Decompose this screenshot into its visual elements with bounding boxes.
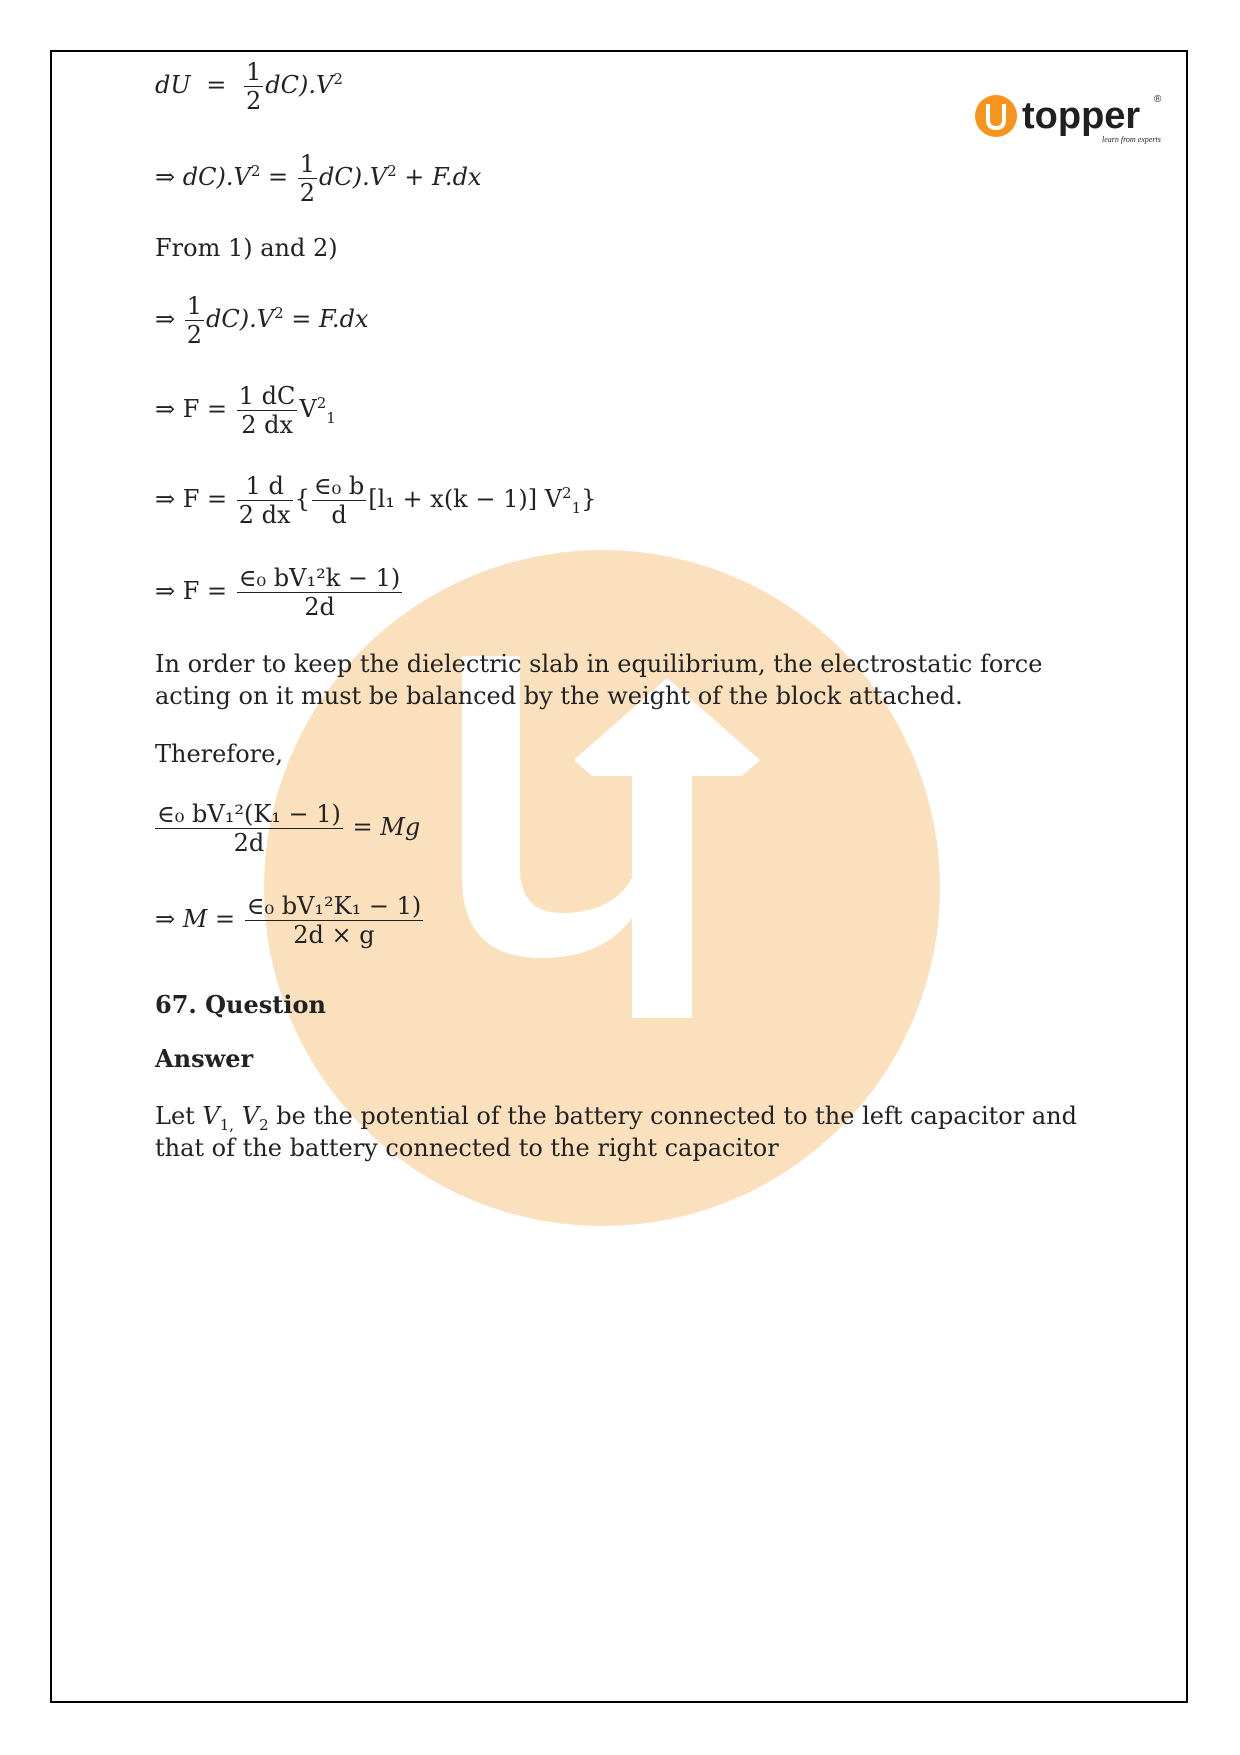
eq1-rhs: dC).V — [265, 71, 334, 99]
equation-1: dU = $\frac{1}{2}$ $dC).V^2$ — [155, 58, 343, 115]
equation-3: ⇒ $\frac{1}{2}$ $dC).V^2 = F.dx$ — [155, 292, 369, 349]
eq1-lhs: dU — [155, 71, 191, 99]
implies-arrow: ⇒ — [155, 163, 176, 191]
eq2-fraction: $\frac{1}{2}$ — [299, 150, 316, 207]
eq3-fraction: $\frac{1}{2}$ — [186, 292, 203, 349]
logo-tagline: learn from experts — [1102, 135, 1161, 144]
eq1-equals: = — [206, 71, 227, 99]
eq6-fraction: $\frac{\text{∈₀ bV₁²k − 1)}}{2d}$ — [238, 564, 401, 621]
eq5-fraction-2: $\frac{\text{∈₀ b}}{d}$ — [313, 472, 365, 529]
eq8-fraction: $\frac{\text{∈₀ bV₁²K₁ − 1)}}{2d \times g}$ — [246, 892, 422, 949]
implies-arrow: ⇒ — [155, 577, 176, 605]
equilibrium-paragraph: In order to keep the dielectric slab in equilibrium, the electrostatic force acting on it must be balanced by the weight of the block attached. — [155, 650, 1043, 710]
therefore-text: Therefore, — [155, 740, 283, 768]
equation-7: $\frac{\text{∈₀ bV₁²(K₁ − 1)}}{2d}$ = Mg — [157, 800, 421, 857]
equation-4: ⇒ F = $\frac{1 dC}{2 dx}$ $V^2_1$ — [155, 382, 336, 439]
implies-arrow: ⇒ — [155, 395, 176, 423]
eq1-fraction: $\frac{1}{2}$ — [245, 58, 262, 115]
implies-arrow: ⇒ — [155, 305, 176, 333]
equation-6: ⇒ F = $\frac{\text{∈₀ bV₁²k − 1)}}{2d}$ — [155, 564, 401, 621]
equation-5: ⇒ F = $\frac{1 d}{2 dx}$ { $\frac{\text{∈₀ b}}{d}$ [l₁ + x(k − 1)] $V^2_1$} — [155, 472, 597, 529]
implies-arrow: ⇒ — [155, 485, 176, 513]
answer-heading: Answer — [155, 1044, 254, 1073]
question-heading: 67. Question — [155, 990, 326, 1019]
eq7-fraction: $\frac{\text{∈₀ bV₁²(K₁ − 1)}}{2d}$ — [157, 800, 341, 857]
topper-logo — [974, 90, 1166, 150]
from-text: From 1) and 2) — [155, 234, 338, 262]
equation-8: ⇒ M = $\frac{\text{∈₀ bV₁²K₁ − 1)}}{2d \times g}$ — [155, 892, 422, 949]
equation-2: ⇒ $dC).V^2$ = $\frac{1}{2}$ $dC).V^2 + F.dx$ — [155, 150, 482, 207]
let-paragraph: Let $V_{1,}$ $V_2$ be the potential of the battery connected to the left capacitor and that of the battery connected to the right capacitor — [155, 1102, 1077, 1162]
implies-arrow: ⇒ — [155, 905, 176, 933]
logo-wordmark: topper — [1022, 95, 1141, 137]
registered-mark: ® — [1154, 94, 1162, 105]
eq5-fraction-1: $\frac{1 d}{2 dx}$ — [238, 472, 291, 529]
eq4-fraction: $\frac{1 dC}{2 dx}$ — [238, 382, 296, 439]
